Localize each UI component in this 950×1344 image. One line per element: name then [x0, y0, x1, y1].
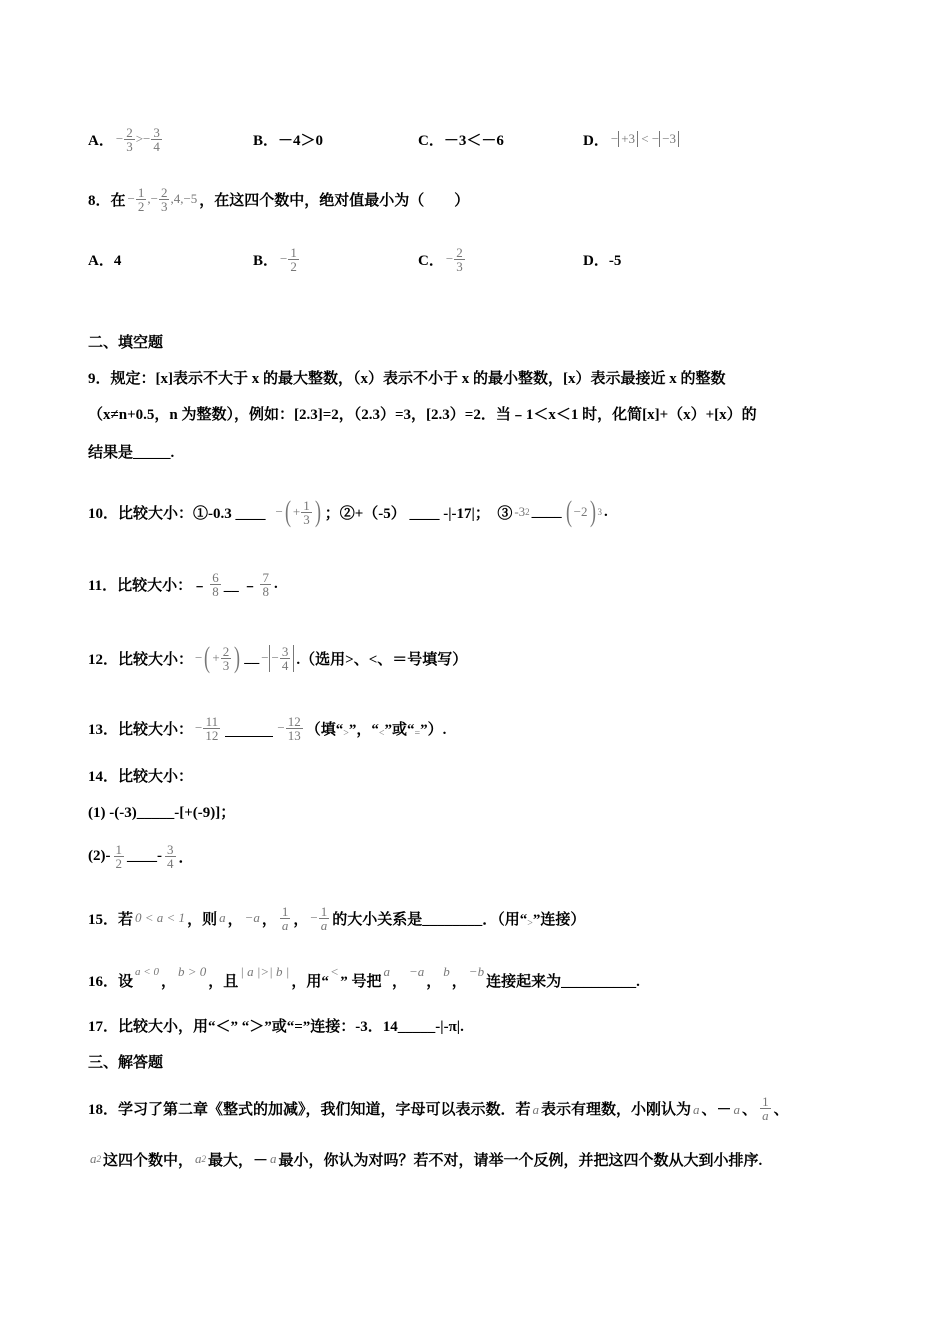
q13-question	[88, 710, 446, 746]
denominator: 3	[222, 657, 230, 673]
numerator: 7	[262, 569, 269, 585]
numerator: 6	[212, 569, 219, 585]
fraction	[279, 905, 292, 932]
question-text: ”）.	[420, 721, 447, 738]
question-text: ，	[426, 973, 442, 990]
punctuation: ．	[178, 849, 194, 866]
blank: __	[244, 649, 260, 666]
symbol-gt: >	[527, 917, 533, 929]
condition: b > 0	[177, 964, 207, 979]
numerator: 12	[287, 713, 301, 729]
variable: a	[693, 1102, 700, 1117]
numerator: 1	[762, 1093, 769, 1109]
question-number: 8．在	[88, 192, 126, 209]
q7-a-expression: − $\frac{2}{3}$ > − $\frac{3}{4}$	[115, 124, 160, 154]
question-text: 15．若	[88, 911, 134, 928]
question-text: 这四个数中，	[103, 1152, 194, 1169]
condition: | a |>| b |	[240, 964, 290, 979]
question-text: 最大，－	[208, 1152, 269, 1169]
question-text: 10．比较大小：①-0.3 ____	[88, 505, 266, 522]
q8-values: − $\frac{1}{2}$ ,− $\frac{2}{3}$ ,4,−5	[127, 184, 198, 214]
abs-value: +3	[618, 131, 638, 147]
term: a	[383, 964, 390, 979]
base: -3	[514, 504, 526, 519]
q18-line-1	[88, 1090, 789, 1126]
numerator: 2	[456, 244, 463, 260]
question-text: ，则	[187, 911, 218, 928]
abs-value: −3	[659, 131, 679, 147]
fraction	[759, 1095, 772, 1122]
base: a	[90, 1151, 97, 1166]
q17-question: 17．比较大小，用“＜” “＞”或“=”连接：-3．14_____-|-π|.	[88, 1018, 464, 1035]
q10-fraction-expression: − ( + $\frac{1}{3}$ )	[275, 495, 321, 528]
symbol-lt: <	[330, 964, 339, 979]
question-text: ”连接）	[532, 911, 586, 928]
q9-line-1: 9．规定：[x]表示不大于 x 的最大整数，（x）表示不小于 x 的最小整数，[x）表示最接近 x 的整数	[88, 370, 726, 387]
q10-power-1	[514, 504, 529, 520]
q14-part-2	[88, 838, 194, 874]
fraction: − $\frac{12}{13}$	[277, 713, 301, 743]
denominator: 4	[281, 657, 289, 673]
term: −a	[244, 910, 260, 925]
numerator: 1	[320, 903, 328, 919]
q8-option-a: A．4	[88, 252, 122, 269]
operator: <	[641, 131, 649, 146]
question-text: ”，“	[348, 721, 379, 738]
denominator: a	[281, 917, 289, 933]
q12-question	[88, 638, 467, 678]
q12-expression-left: − ( + $\frac{2}{3}$ )	[195, 641, 241, 674]
question-text: 、	[773, 1101, 789, 1118]
term: −b	[468, 964, 485, 979]
question-text: ，用“	[291, 973, 329, 990]
question-text: 的大小关系是________．（用“	[332, 911, 528, 928]
denominator: 2	[115, 855, 122, 871]
question-text: 、－	[701, 1101, 732, 1118]
punctuation: .	[273, 575, 278, 592]
numerator: 1	[303, 497, 310, 513]
answer-blank	[225, 720, 273, 737]
numerator: 11	[205, 713, 219, 729]
fraction: − $\frac{1}{a}$	[310, 903, 328, 933]
option-label: D．	[583, 132, 609, 149]
q12-expression-right: − − $\frac{3}{4}$	[261, 645, 294, 672]
q14-part-1: (1) -(-3)_____-[+(-9)]；	[88, 804, 236, 821]
fraction: − $\frac{11}{12}$	[195, 713, 219, 743]
denominator: 3	[456, 258, 463, 274]
q9-line-2: （x≠n+0.5，n 为整数），例如：[2.3]=2，（2.3）=3，[2.3）=2．当﹣1＜x＜1 时，化简[x]+（x）+[x）的	[88, 406, 757, 423]
q8-option-b	[253, 244, 302, 274]
exponent: 3	[597, 507, 603, 517]
denominator: 3	[303, 511, 310, 527]
question-text: .（选用>、<、＝号填写）	[296, 651, 468, 668]
symbol-eq: =	[414, 727, 421, 739]
denominator: a	[762, 1107, 769, 1123]
question-text: 最小，你认为对吗？若不对，请举一个反例，并把这四个数从大到小排序.	[278, 1152, 763, 1169]
q14-title: 14．比较大小：	[88, 768, 194, 785]
blank: ____	[531, 503, 562, 520]
question-text: 12．比较大小：	[88, 651, 194, 668]
option-label: A．	[88, 132, 114, 149]
condition: a < 0	[135, 966, 159, 978]
fraction-expression: − $\frac{2}{3}$	[445, 244, 463, 274]
numerator: 1	[137, 184, 145, 200]
base: −2	[573, 504, 588, 519]
q9-line-3: 结果是_____.	[88, 444, 175, 461]
exponent: 2	[96, 1154, 101, 1164]
q7-option-c: C．－3＜－6	[418, 132, 504, 149]
variable: a	[532, 1102, 540, 1117]
question-text: ，且	[208, 973, 239, 990]
question-text: 表示有理数，小刚认为	[541, 1101, 692, 1118]
question-text: ” 号把	[340, 973, 382, 990]
exponent: 2	[525, 507, 530, 517]
numerator: 3	[153, 124, 160, 140]
question-text: ，	[451, 973, 467, 990]
section-heading-fill-in: 二、填空题	[88, 334, 164, 351]
option-label: B．	[253, 252, 279, 269]
q18-line-2	[88, 1144, 762, 1174]
q7-option-a	[88, 124, 165, 154]
denominator: 3	[126, 138, 133, 154]
denominator: 13	[287, 727, 301, 743]
denominator: 2	[290, 258, 297, 274]
denominator: 2	[137, 198, 145, 214]
q7-option-d	[583, 124, 681, 154]
variable-squared	[90, 1151, 101, 1167]
denominator: 8	[262, 583, 269, 599]
question-text: ，	[293, 911, 309, 928]
question-text: ”或“	[384, 721, 415, 738]
numerator: 1	[281, 903, 289, 919]
section-heading-solve: 三、解答题	[88, 1054, 164, 1071]
numerator: 3	[281, 643, 289, 659]
fraction	[164, 843, 177, 870]
variable: a	[733, 1102, 741, 1117]
numerator: 2	[126, 124, 133, 140]
q7-d-expression: − +3 < − −3	[611, 131, 679, 147]
question-text: 连接起来为__________.	[486, 973, 640, 990]
question-text: ，	[227, 911, 243, 928]
denominator: a	[320, 917, 328, 933]
punctuation: .	[604, 503, 608, 520]
numerator: 3	[167, 841, 174, 857]
option-label: C．	[418, 252, 444, 269]
question-text: （填“	[305, 721, 344, 738]
question-text: (2)-	[88, 847, 111, 864]
q10-power-2: ( −2 ) 3	[565, 495, 603, 528]
question-text: ，	[160, 973, 176, 990]
numerator: 2	[222, 643, 230, 659]
question-text: ，	[261, 911, 277, 928]
question-text: ；②+（-5） ____ -|-17|； ③	[324, 505, 513, 522]
base: a	[195, 1151, 202, 1166]
question-text: ，在这四个数中，绝对值最小为（ ）	[199, 192, 470, 209]
numerator: 2	[160, 184, 168, 200]
denominator: 4	[167, 855, 174, 871]
fraction-expression: − $\frac{1}{2}$	[280, 244, 297, 274]
q7-option-b: B．－4＞0	[253, 132, 324, 149]
question-text: 18．学习了第二章《整式的加减》，我们知道，字母可以表示数．若	[88, 1101, 531, 1118]
fraction	[209, 571, 222, 598]
denominator: 12	[205, 727, 219, 743]
variable: a	[270, 1151, 277, 1166]
term: a	[219, 910, 226, 925]
blank: ____-	[127, 847, 162, 864]
fraction	[259, 571, 272, 598]
numerator: 1	[115, 841, 122, 857]
fraction	[113, 843, 126, 870]
variable-squared	[195, 1151, 206, 1167]
q10-question	[88, 494, 608, 530]
q8-option-c	[418, 244, 468, 274]
q8-question	[88, 184, 469, 214]
exponent: 2	[201, 1154, 207, 1164]
term: b	[443, 964, 450, 979]
question-text: 、	[742, 1101, 758, 1118]
numerator: 1	[290, 244, 297, 260]
q11-question	[88, 566, 278, 602]
q15-question	[88, 900, 585, 936]
question-text: ，	[391, 973, 407, 990]
symbol-gt: >	[343, 727, 349, 739]
question-text: 16．设	[88, 973, 134, 990]
condition: 0 < a < 1	[135, 910, 186, 925]
denominator: 3	[160, 198, 168, 214]
operator: >	[135, 131, 144, 146]
values-text: ,4,−5	[170, 191, 198, 206]
question-text: 13．比较大小：	[88, 721, 194, 738]
symbol-lt: <	[378, 727, 385, 739]
denominator: 8	[212, 583, 219, 599]
q8-option-d: D．-5	[583, 252, 622, 269]
term: −a	[408, 964, 425, 979]
blank: __ ﹣	[223, 577, 258, 594]
denominator: 4	[153, 138, 160, 154]
question-text: 11．比较大小：﹣	[88, 577, 208, 594]
q16-question	[88, 962, 640, 998]
